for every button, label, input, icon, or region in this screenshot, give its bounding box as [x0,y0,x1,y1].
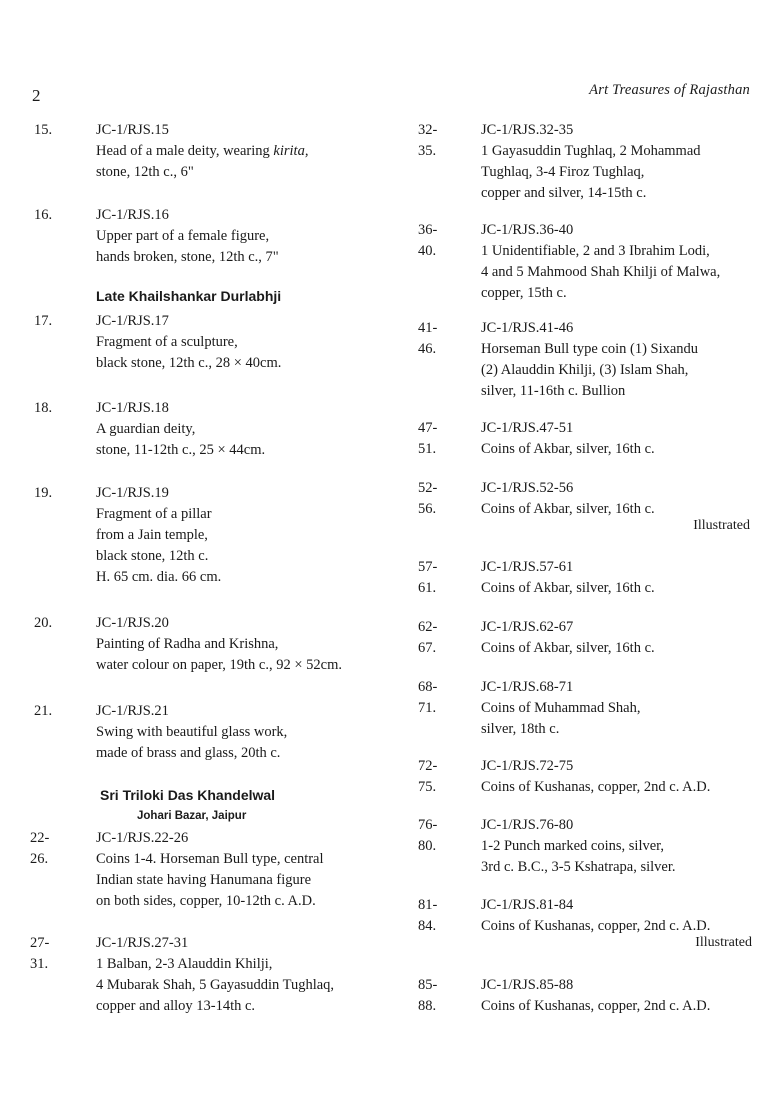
entry-accession: JC-1/RJS.36-40 [481,222,574,238]
entry-material: silver, 11-16th c. Bullion [481,383,626,399]
entry-number: 15. [34,122,53,138]
entry-number: 47-51. [418,420,438,457]
entry-description: Swing with beautiful glass work, [96,724,288,740]
entry-material: Coins of Akbar, silver, 16th c. [481,441,655,457]
entry-number: 20. [34,615,53,631]
entry-material: silver, 18th c. [481,721,560,737]
entry-number: 36-40. [418,222,438,259]
entry-number: 57-61. [418,559,438,596]
entry-number: 19. [34,485,53,501]
illustrated-tag: Illustrated [695,935,752,950]
illustrated-tag: Illustrated [693,518,750,533]
entry-material: Coins of Kushanas, copper, 2nd c. A.D. [481,998,711,1014]
entry-description: from a Jain temple, [96,527,208,543]
entry-material: Coins of Akbar, silver, 16th c. [481,501,655,517]
entry-description: Horseman Bull type coin (1) Sixandu [481,341,699,357]
entry-accession: JC-1/RJS.85-88 [481,977,574,993]
entry-accession: JC-1/RJS.27-31 [96,935,189,951]
entry-number: 27-31. [30,935,50,972]
entry-material: on both sides, copper, 10-12th c. A.D. [96,893,316,909]
entry-material: copper and silver, 14-15th c. [481,185,647,201]
entry-description: Indian state having Hanumana figure [96,872,312,888]
entry-accession: JC-1/RJS.41-46 [481,320,574,336]
collection-heading: Sri Triloki Das Khandelwal [100,787,276,803]
entry-description: Coins 1-4. Horseman Bull type, central [96,851,324,867]
entry-description: Fragment of a pillar [96,506,212,522]
entry-description: Fragment of a sculpture, [96,334,238,350]
entry-number: 22-26. [30,830,50,867]
entry-material: stone, 11-12th c., 25 × 44cm. [96,442,266,458]
entry-accession: JC-1/RJS.15 [96,122,169,138]
entry-accession: JC-1/RJS.19 [96,485,169,501]
entry-description: 1 Balban, 2-3 Alauddin Khilji, [96,956,273,972]
entry-number: 17. [34,313,53,329]
entry-material: Coins of Kushanas, copper, 2nd c. A.D. [481,918,711,934]
entry-number: 68-71. [418,679,438,716]
entry-material: made of brass and glass, 20th c. [96,745,281,761]
entry-material: copper and alloy 13-14th c. [96,998,256,1014]
entry-description: Painting of Radha and Krishna, [96,636,279,652]
entry-dimensions: H. 65 cm. dia. 66 cm. [96,569,222,585]
entry-accession: JC-1/RJS.22-26 [96,830,189,846]
entry-number: 41-46. [418,320,438,357]
entry-number: 62-67. [418,619,438,656]
entry-accession: JC-1/RJS.57-61 [481,559,574,575]
entry-number: 52-56. [418,480,438,517]
entry-number: 72-75. [418,758,438,795]
entry-accession: JC-1/RJS.62-67 [481,619,574,635]
entry-description: Head of a male deity, wearing [96,143,270,159]
entry-accession: JC-1/RJS.68-71 [481,679,574,695]
entry-number: 76-80. [418,817,438,854]
entry-accession: JC-1/RJS.81-84 [481,897,574,913]
entry-material: copper, 15th c. [481,285,567,301]
entry-material: hands broken, stone, 12th c., 7" [96,249,279,265]
entry-accession: JC-1/RJS.21 [96,703,169,719]
entry-accession: JC-1/RJS.16 [96,207,169,223]
entry-material: Coins of Kushanas, copper, 2nd c. A.D. [481,779,711,795]
entry-accession: JC-1/RJS.72-75 [481,758,574,774]
entry-number: 81-84. [418,897,438,934]
collection-heading: Late Khailshankar Durlabhji [96,288,282,304]
entry-material: water colour on paper, 19th c., 92 × 52cm. [96,657,342,673]
entry-description: (2) Alauddin Khilji, (3) Islam Shah, [481,362,689,378]
entry-number: 16. [34,207,53,223]
entry-number: 18. [34,400,53,416]
entry-accession: JC-1/RJS.32-35 [481,122,574,138]
entry-description: Coins of Muhammad Shah, [481,700,641,716]
entry-material: black stone, 12th c., 28 × 40cm. [96,355,282,371]
entry-material: stone, 12th c., 6" [96,164,194,180]
entry-material: black stone, 12th c. [96,548,209,564]
entry-number: 21. [34,703,53,719]
entry-accession: JC-1/RJS.20 [96,615,169,631]
entry-accession: JC-1/RJS.52-56 [481,480,574,496]
entry-material: Coins of Akbar, silver, 16th c. [481,640,655,656]
entry-accession: JC-1/RJS.47-51 [481,420,574,436]
entry-description: 1 Gayasuddin Tughlaq, 2 Mohammad [481,143,701,159]
running-head: Art Treasures of Rajasthan [589,82,750,98]
entry-number: 32-35. [418,122,438,159]
entry-description: Tughlaq, 3-4 Firoz Tughlaq, [481,164,645,180]
entry-number: 85-88. [418,977,438,1014]
entry-description: 1-2 Punch marked coins, silver, [481,838,665,854]
entry-description: Upper part of a female figure, [96,228,270,244]
entry-material: Coins of Akbar, silver, 16th c. [481,580,655,596]
entry-material: 3rd c. B.C., 3-5 Kshatrapa, silver. [481,859,676,875]
entry-accession: JC-1/RJS.76-80 [481,817,574,833]
entry-accession: JC-1/RJS.18 [96,400,169,416]
page-number: 2 [32,86,41,105]
entry-description: 1 Unidentifiable, 2 and 3 Ibrahim Lodi, [481,243,710,259]
entry-description: A guardian deity, [96,421,196,437]
entry-description: 4 Mubarak Shah, 5 Gayasuddin Tughlaq, [96,977,335,993]
entry-description: 4 and 5 Mahmood Shah Khilji of Malwa, [481,264,721,280]
collection-subheading: Johari Bazar, Jaipur [137,810,247,822]
entry-description-italic: kirita, [273,143,309,159]
entry-accession: JC-1/RJS.17 [96,313,169,329]
